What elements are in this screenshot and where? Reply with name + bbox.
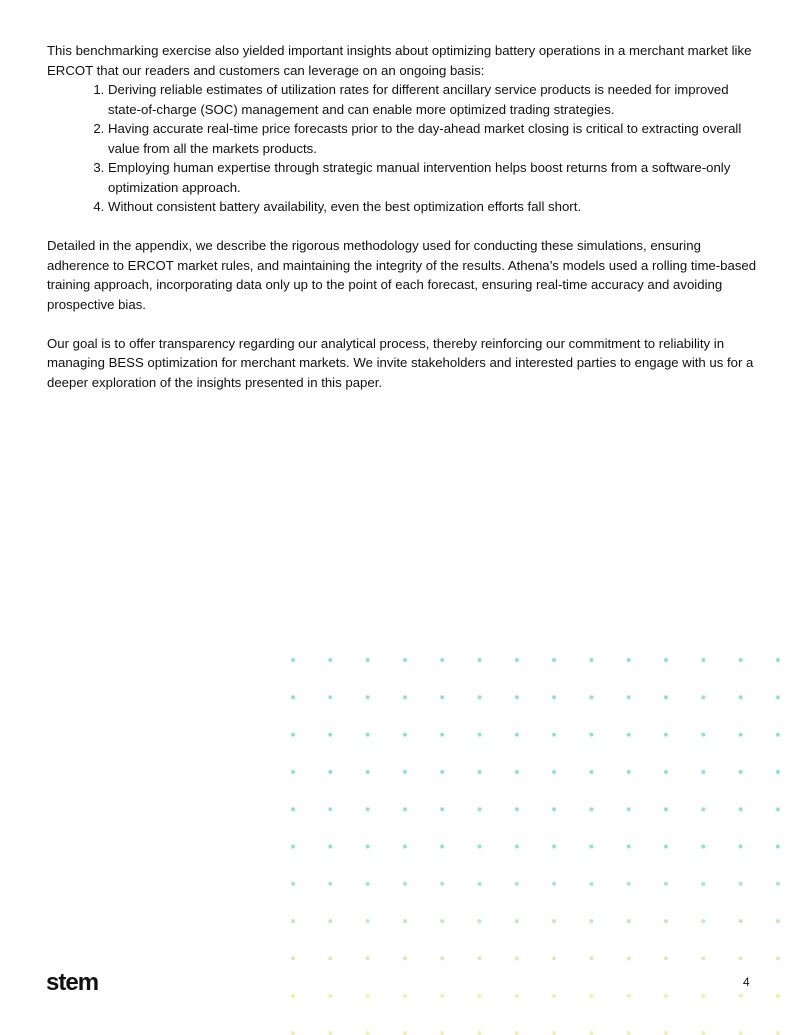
decorative-dot — [552, 994, 556, 998]
decorative-dot — [739, 845, 743, 849]
decorative-dot — [440, 882, 444, 886]
decorative-dot — [739, 770, 743, 774]
page-number: 4 — [743, 975, 750, 989]
decorative-dot — [552, 733, 556, 737]
decorative-dot — [776, 733, 780, 737]
decorative-dot — [478, 770, 482, 774]
decorative-dot — [291, 658, 295, 662]
decorative-dot — [403, 807, 407, 811]
decorative-dot — [440, 1031, 444, 1035]
decorative-dot — [627, 956, 631, 960]
decorative-dot — [440, 919, 444, 923]
decorative-dot — [328, 994, 332, 998]
decorative-dot — [701, 882, 705, 886]
decorative-dot — [776, 658, 780, 662]
decorative-dot — [478, 658, 482, 662]
decorative-dot — [776, 882, 780, 886]
decorative-dot — [701, 956, 705, 960]
decorative-dot — [366, 695, 370, 699]
intro-paragraph: This benchmarking exercise also yielded important insights about optimizing battery operations in a merchant market like ERCOT that our readers and customers can leverage on an ongoing basis: — [47, 43, 752, 78]
decorative-dot — [328, 956, 332, 960]
insight-item: 1. Deriving reliable estimates of utilization rates for different ancillary service products is needed for improved state-of-charge (SOC) management and can enable more optimized trading strategies. — [108, 80, 759, 119]
decorative-dot — [328, 770, 332, 774]
decorative-dot — [328, 733, 332, 737]
decorative-dot — [776, 919, 780, 923]
decorative-dot — [739, 733, 743, 737]
decorative-dot — [552, 882, 556, 886]
decorative-dot — [291, 1031, 295, 1035]
decorative-dot — [328, 882, 332, 886]
goal-paragraph: Our goal is to offer transparency regarding our analytical process, thereby reinforcing our commitment to reliability in managing BESS optimization for merchant markets. We invite stakeholders and interested parties to engage with us for a deeper exploration of the insights presented in this paper. — [47, 335, 754, 390]
decorative-dot — [776, 770, 780, 774]
decorative-dot — [776, 1031, 780, 1035]
insights-list — [47, 80, 759, 217]
decorative-dot — [627, 733, 631, 737]
decorative-dot — [515, 770, 519, 774]
decorative-dot — [291, 770, 295, 774]
decorative-dot — [440, 770, 444, 774]
decorative-dot — [627, 882, 631, 886]
decorative-dot — [291, 695, 295, 699]
decorative-dot — [627, 1031, 631, 1035]
decorative-dot — [366, 994, 370, 998]
decorative-dot — [366, 956, 370, 960]
decorative-dot — [515, 994, 519, 998]
decorative-dot — [664, 770, 668, 774]
decorative-dot — [366, 770, 370, 774]
decorative-dot — [366, 919, 370, 923]
decorative-dot — [664, 845, 668, 849]
stem-logo: stem — [46, 969, 99, 996]
decorative-dot — [627, 919, 631, 923]
decorative-dot — [515, 695, 519, 699]
decorative-dot — [627, 994, 631, 998]
decorative-dot — [403, 695, 407, 699]
decorative-dot — [440, 695, 444, 699]
decorative-dot — [627, 658, 631, 662]
methodology-paragraph: Detailed in the appendix, we describe the rigorous methodology used for conducting these simulations, ensuring adherence to ERCOT market rules, and maintaining the integrity of the results. Athena’s models used a rolling time-based training approach, incorporating data only up to the point of each forecast, ensuring real-time accuracy and avoiding prospective bias. — [47, 238, 757, 312]
decorative-dot — [627, 770, 631, 774]
decorative-dot — [366, 845, 370, 849]
decorative-dot — [440, 845, 444, 849]
decorative-dot — [478, 695, 482, 699]
decorative-dot — [515, 882, 519, 886]
decorative-dot — [440, 956, 444, 960]
decorative-dot — [440, 658, 444, 662]
decorative-dot — [328, 845, 332, 849]
decorative-dot — [440, 994, 444, 998]
decorative-dot — [328, 695, 332, 699]
decorative-dot — [776, 956, 780, 960]
decorative-dot — [403, 733, 407, 737]
decorative-dot — [589, 956, 593, 960]
decorative-dot — [403, 919, 407, 923]
decorative-dot — [701, 845, 705, 849]
decorative-dot — [589, 770, 593, 774]
decorative-dot — [776, 994, 780, 998]
decorative-dot — [552, 658, 556, 662]
decorative-dot — [664, 994, 668, 998]
decorative-dot — [552, 919, 556, 923]
decorative-dot — [366, 882, 370, 886]
decorative-dot — [515, 807, 519, 811]
decorative-dot — [776, 807, 780, 811]
decorative-dot — [552, 845, 556, 849]
decorative-dot — [627, 845, 631, 849]
decorative-dot — [515, 919, 519, 923]
decorative-dot — [366, 1031, 370, 1035]
decorative-dot — [478, 994, 482, 998]
decorative-dot — [403, 956, 407, 960]
decorative-dot — [328, 919, 332, 923]
decorative-dot — [701, 994, 705, 998]
decorative-dot — [328, 1031, 332, 1035]
decorative-dot — [366, 733, 370, 737]
decorative-dot — [589, 919, 593, 923]
decorative-dot — [701, 695, 705, 699]
decorative-dot — [552, 695, 556, 699]
decorative-dot — [701, 919, 705, 923]
decorative-dot — [552, 956, 556, 960]
decorative-dot — [664, 695, 668, 699]
decorative-dot — [664, 919, 668, 923]
decorative-dot — [664, 807, 668, 811]
insight-item: 4. Without consistent battery availability, even the best optimization efforts fall short. — [108, 197, 759, 217]
decorative-dot — [478, 919, 482, 923]
decorative-dot — [291, 956, 295, 960]
decorative-dot — [664, 733, 668, 737]
decorative-dot — [552, 770, 556, 774]
decorative-dot — [589, 845, 593, 849]
insight-item: 2. Having accurate real-time price forecasts prior to the day-ahead market closing is critical to extracting overall value from all the markets products. — [108, 119, 759, 158]
decorative-dot — [366, 658, 370, 662]
decorative-dot — [478, 845, 482, 849]
decorative-dot — [701, 1031, 705, 1035]
decorative-dot — [739, 1031, 743, 1035]
insight-item: 3. Employing human expertise through strategic manual intervention helps boost returns from a software-only optimization approach. — [108, 158, 759, 197]
decorative-dot — [701, 770, 705, 774]
decorative-dot — [403, 845, 407, 849]
decorative-dot — [589, 807, 593, 811]
decorative-dot — [589, 882, 593, 886]
decorative-dot — [366, 807, 370, 811]
decorative-dot — [440, 807, 444, 811]
decorative-dot — [627, 695, 631, 699]
decorative-dot — [478, 807, 482, 811]
decorative-dot — [515, 1031, 519, 1035]
decorative-dot — [328, 807, 332, 811]
decorative-dot — [589, 658, 593, 662]
decorative-dot — [478, 1031, 482, 1035]
decorative-dot — [739, 807, 743, 811]
decorative-dot — [589, 994, 593, 998]
decorative-dot — [291, 882, 295, 886]
decorative-dot — [739, 658, 743, 662]
decorative-dot — [664, 658, 668, 662]
decorative-dot — [291, 733, 295, 737]
decorative-dot — [403, 658, 407, 662]
decorative-dot — [664, 882, 668, 886]
decorative-dot — [739, 919, 743, 923]
decorative-dot — [664, 956, 668, 960]
decorative-dot — [739, 956, 743, 960]
decorative-dot — [776, 695, 780, 699]
decorative-dot — [739, 882, 743, 886]
decorative-dot — [403, 994, 407, 998]
decorative-dot — [478, 733, 482, 737]
decorative-dot — [552, 1031, 556, 1035]
decorative-dot — [589, 1031, 593, 1035]
decorative-dot — [403, 770, 407, 774]
decorative-dot — [664, 1031, 668, 1035]
decorative-dot — [552, 807, 556, 811]
decorative-dot — [701, 658, 705, 662]
decorative-dot — [589, 733, 593, 737]
decorative-dot — [478, 956, 482, 960]
decorative-dot — [627, 807, 631, 811]
decorative-dot — [515, 658, 519, 662]
decorative-dot — [515, 733, 519, 737]
decorative-dot — [291, 919, 295, 923]
decorative-dot — [739, 695, 743, 699]
decorative-dot — [291, 845, 295, 849]
decorative-dot — [403, 1031, 407, 1035]
decorative-dot — [589, 695, 593, 699]
decorative-dot — [291, 807, 295, 811]
decorative-dot — [515, 956, 519, 960]
decorative-dot — [701, 807, 705, 811]
decorative-dot — [739, 994, 743, 998]
decorative-dot — [403, 882, 407, 886]
decorative-dot — [291, 994, 295, 998]
decorative-dot — [440, 733, 444, 737]
decorative-dot — [478, 882, 482, 886]
page-body — [47, 41, 759, 392]
decorative-dot — [701, 733, 705, 737]
decorative-dot — [515, 845, 519, 849]
decorative-dot — [328, 658, 332, 662]
decorative-dot — [776, 845, 780, 849]
